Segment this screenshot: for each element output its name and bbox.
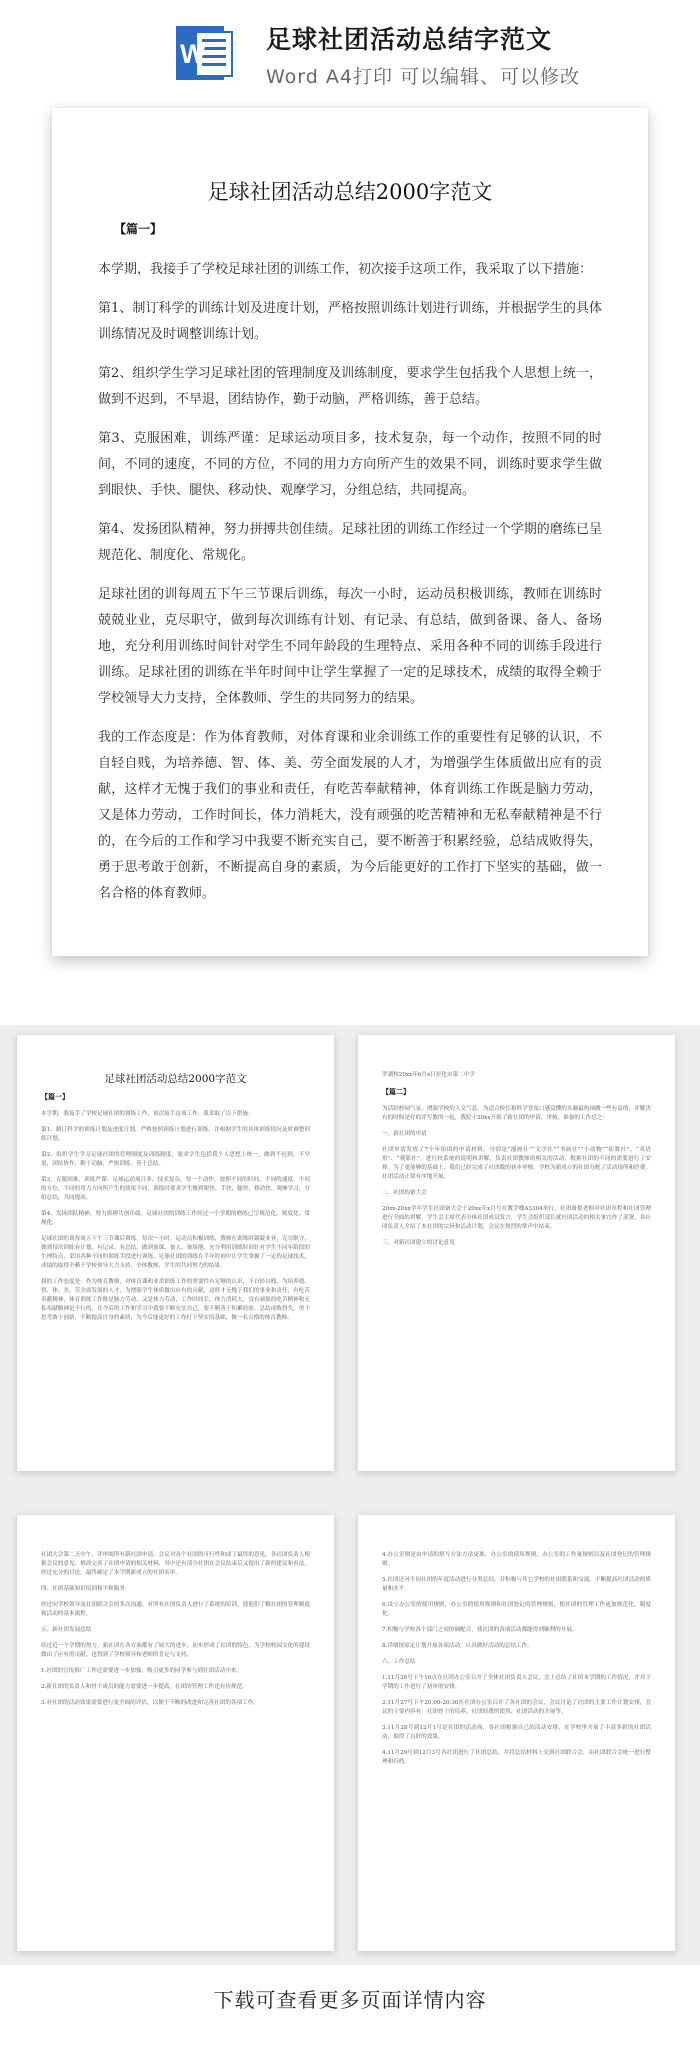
section-label: 【篇一】 <box>114 222 163 236</box>
thumbnail-paragraph: 8.详细按原定计划开展各项活动，认真做好活动的总结工作。 <box>382 1643 533 1649</box>
thumbnail-paragraph: 20xx-20xx学年学生社团备大会于20xx年x月号在教学楼A3304举行，社团备报老师对社团章程和社团管理进行全面的讲解，学生会主席代表全体社团成员发言，学生会组织部长就社团活动的相关事宜作了部署，各社团负责人介绍了本社团的宗旨和活动计划，会议在热烈的掌声中结束。 <box>382 1206 651 1230</box>
thumbnail-paragraph: 4.11月29号到12月3号各社团进行了社团总结，并将总结材料上交到社团联合会，由社团联合会统一进行整理和归档。 <box>382 1750 651 1765</box>
thumbnail-paragraph: 3.11月28号到12月1号是社团的活动周，各社团根据自己的活动安排，在学校里开展了丰富多彩的社团活动，取得了良好的效果。 <box>382 1725 651 1740</box>
thumbnail-paragraph: 五、新社团发展总结 <box>41 1627 92 1633</box>
thumbnail-paragraph: 2.11月27号下午20:00-20:30在社团办公室召开了各社团的会议，会议讨论了社团的主要工作计划安排，会议的主要内容有：社团骨干的培养、社团经费的使用、社团活动的开展等。 <box>382 1700 651 1715</box>
paragraph: 我的工作态度是：作为体育教师，对体育课和业余训练工作的重要性有足够的认识，不自轻自贱，为培养德、智、体、美、劳全面发展的人才，为增强学生体质做出应有的贡献，这样才无愧于我们的事业和责任，有吃苦奉献精神，体育训练工作既是脑力劳动，又是体力劳动，工作时间长，体力消耗大，没有顽强的吃苦精神和无私奉献精神是不行的，在今后的工作和学习中我要不断充实自己，要不断善于积累经验，总结成败得失，勇于思考敢于创新，不断提高自身的素质，为今后能更好的工作打下坚实的基础，做一名合格的体育教师。 <box>98 730 602 901</box>
thumbnail-paragraph: 经过向学校领导及社团联合会的多次沟通，对所有社团负责人进行了系统的培训，使他们了解社团的管理制度和活动的基本流程。 <box>41 1602 310 1617</box>
thumbnail-paragraph: 4.办公室则是由申请的填写方法方法更准，办公室的使用规则、办公室的工作量规则以及社团登记的管理规则。 <box>382 1552 651 1567</box>
paragraph: 本学期，我接手了学校足球社团的训练工作，初次接手这项工作，我采取了以下措施： <box>98 262 593 277</box>
thumbnail-section-label: 【篇二】 <box>382 1087 410 1096</box>
thumbnail-paragraph: 6.设立办公室的使用规则，办公室的使用规则和社团登记的管理规则，使社团的管理工作更加规范化、制度化。 <box>382 1602 651 1617</box>
paragraph: 第3、克服困难，训练严谨：足球运动项目多，技术复杂，每一个动作，按照不同的时间，不同的速度，不同的方位，不同的用力方向所产生的效果不同，训练时要求学生做到眼快、手快、腿快、移动快、观摩学习，分组总结，共同提高。 <box>98 431 602 498</box>
thumbnail-paragraph: 第4、发扬团队精神，努力拼搏共创佳绩。足球社团的训练工作经过一个学期的磨练已呈规范化、制度化、常规化。 <box>41 1211 310 1226</box>
paragraph: 第2、组织学生学习足球社团的管理制度及训练制度，要求学生包括我个人思想上统一，做到不迟到，不早退，团结协作，勤于动脑，严格训练，善于总结。 <box>98 366 602 407</box>
thumbnail-paragraph: 六、工作总结 <box>382 1659 416 1665</box>
thumbnail-paragraph: 社团大会第二天中午，详审阅所有新社团申请，会议对各个社团的可行性和成了最终的意见，各社团负责人根据会议的意见，修改完善了社团申请的相关材料，其中还有部分社团在会议结束后又提出了新的建议和看法，经过充分的讨论，最终确定了本学期新成立的社团名单。 <box>41 1552 310 1576</box>
word-logo-letter: W <box>180 39 206 69</box>
paragraph: 第1、制订科学的训练计划及进度计划，严格按照训练计划进行训练，并根据学生的具体训练情况及时调整训练计划。 <box>98 301 602 342</box>
thumbnail-paragraph: 二、社团的备大会 <box>382 1190 427 1196</box>
thumbnail-paragraph: 5.社团还对不同社团的年度活动进行分类总结，并积极与其它学校的社团联系和交流，不断提高社团活动的质量和水平。 <box>382 1577 651 1592</box>
thumbnail-title: 足球社团活动总结2000字范文 <box>104 1073 247 1085</box>
thumbnail-section-label: 【篇一】 <box>41 1092 69 1101</box>
thumbnail-paragraph: 为活跃校园气氛，增强学校的人文气息，为适合校长和科学普及口感觉懂的头脑最热闹做一些有益的，并解决有的时候是好的评写教的一起，我院于20xx开始了新社团的申请、审核、准备的工作总之： <box>382 1106 651 1121</box>
page-thumbnails <box>0 1025 700 1965</box>
thumbnail-paragraph: 1.11月26号下午16点在社团办公室召开了全体社团负责人会议，会上总结了社团本学期的工作情况，并对下学期的工作进行了初步的安排。 <box>382 1675 651 1690</box>
page-header <box>0 0 700 100</box>
paragraph: 足球社团的训每周五下午三节课后训练，每次一小时，运动员积极训练，教师在训练时兢兢业业，克尽职守，做到每次训练有计划、有记录、有总结，做到备课、备人、备场地，充分利用训练时间针对学生不同年龄段的生理特点、采用各种不同的训练手段进行训练。足球社团的训练在半年时间中让学生掌握了一定的足球技术，成绩的取得全赖于学校领导大力支持，全体教师、学生的共同努力的结果。 <box>98 587 602 706</box>
paragraph: 第4、发扬团队精神，努力拼搏共创佳绩。足球社团的训练工作经过一个学期的磨练已呈规范化、制度化、常规化。 <box>98 522 602 563</box>
thumbnail-page-3[interactable] <box>17 1515 334 1951</box>
thumbnail-page-4[interactable] <box>358 1515 675 1951</box>
thumbnail-paragraph: 本学期，我接手了学校足球社团的训练工作，初次接手这项工作，我采取了以下措施： <box>41 1111 254 1117</box>
thumbnail-paragraph: 7.积极与学校各个部门之间协调配合，使社团的各项活动都能得到顺利的开展。 <box>382 1627 578 1633</box>
thumbnail-paragraph: 一、新社团的申请 <box>382 1131 427 1137</box>
thumbnail-paragraph: 经过近一个学期的努力，新社团在各方面都有了较大的进步，初步形成了社团的特色，为学校校园文化的建设做出了应有的贡献，也得到了学校领导和老师的肯定与支持。 <box>41 1643 310 1658</box>
thumbnail-paragraph: 社团申请发放了7个年组团的申请材料，分别是“漫画社”“文学社”“书画社”“小动物”“街舞社”、“英语角”、“观影社”，进行较系统的说明和讲解，负责社团教师的相关的活动，根据社团的不同的需要进行了安排。为了更能够的基础上，我们已经完成了社团数的初步审核，学校为新成立的社团分配了活动场所和经费，社团活动正常有序地开展。 <box>382 1147 651 1180</box>
document-page-preview <box>52 108 648 956</box>
document-title: 足球社团活动总结2000字范文 <box>207 180 493 204</box>
thumbnail-paragraph: 2.新社团的负责人和骨干成员的能力需要进一步提高，社团的管理工作还有待规范。 <box>41 1684 248 1690</box>
thumbnail-paragraph: 四、社团基础知识培训和平和服务 <box>41 1586 125 1592</box>
header-title: 足球社团活动总结字范文 <box>266 25 553 54</box>
word-file-icon <box>172 20 238 86</box>
thumbnail-paragraph: 第3、克服困难，训练严谨：足球运动项目多，技术复杂，每一个动作，按照不同的时间，不同的速度，不同的方位，不同的用力方向所产生的效果不同，训练时要求学生做到眼快、手快、腿快、移动快、观摩学习，分组总结，共同提高。 <box>41 1177 310 1201</box>
thumbnail-paragraph: 第1、制订科学的训练计划及进度计划，严格按照训练计划进行训练，并根据学生的具体训练情况及时调整训练计划。 <box>41 1127 310 1142</box>
thumbnail-paragraph: 我的工作态度是：作为体育教师，对体育课和业余训练工作的重要性有足够的认识，不自轻自贱，为培养德、智、体、美、劳全面发展的人才，为增强学生体质做出应有的贡献，这样才无愧于我们的事业和责任，有吃苦奉献精神，体育训练工作既是脑力劳动，又是体力劳动，工作时间长，体力消耗大，没有顽强的吃苦精神和无私奉献精神是不行的，在今后的工作和学习中我要不断充实自己，要不断善于积累经验，总结成败得失，勇于思考敢于创新，不断提高自身的素质，为今后能更好的工作打下坚实的基础，做一名合格的体育教师。 <box>41 1279 310 1321</box>
thumbnail-paragraph: 3.对社团的活动效果需要进行更全面的评估，以便于不断的改进和完善社团的各项工作。 <box>41 1700 259 1706</box>
header-subtitle: Word A4打印 可以编辑、可以修改 <box>266 66 581 88</box>
thumbnail-paragraph: 1.社团的宣传推广工作还需要进一步加强，吸引更多的同学参与到社团活动中来。 <box>41 1668 243 1674</box>
thumbnail-page-2[interactable] <box>358 1035 675 1471</box>
thumbnail-paragraph: 罗湖校20xx年6月x日星化市第二中学 <box>382 1072 475 1078</box>
download-more-link[interactable]: 下载可查看更多页面详情内容 <box>213 1988 487 2012</box>
thumbnail-paragraph: 第2、组织学生学习足球社团的管理制度及训练制度，要求学生包括我个人思想上统一，做到不迟到，不早退，团结协作，勤于动脑，严格训练，善于总结。 <box>41 1152 310 1167</box>
thumbnail-page-1[interactable] <box>17 1035 334 1471</box>
thumbnail-paragraph: 足球社团的训每周五下午三节课后训练，每次一小时，运动员积极训练，教师在训练时兢兢业业，克尽职守，做到每次训练有计划、有记录、有总结，做到备课、备人、备场地，充分利用训练时间针对学生不同年龄段的生理特点、采用各种不同的训练手段进行训练。足球社团的训练在半年时间中让学生掌握了一定的足球技术，成绩的取得全赖于学校领导大力支持，全体教师、学生的共同努力的结果。 <box>41 1236 310 1269</box>
thumbnail-paragraph: 三、对新社团建立的讨论意见 <box>382 1240 455 1246</box>
